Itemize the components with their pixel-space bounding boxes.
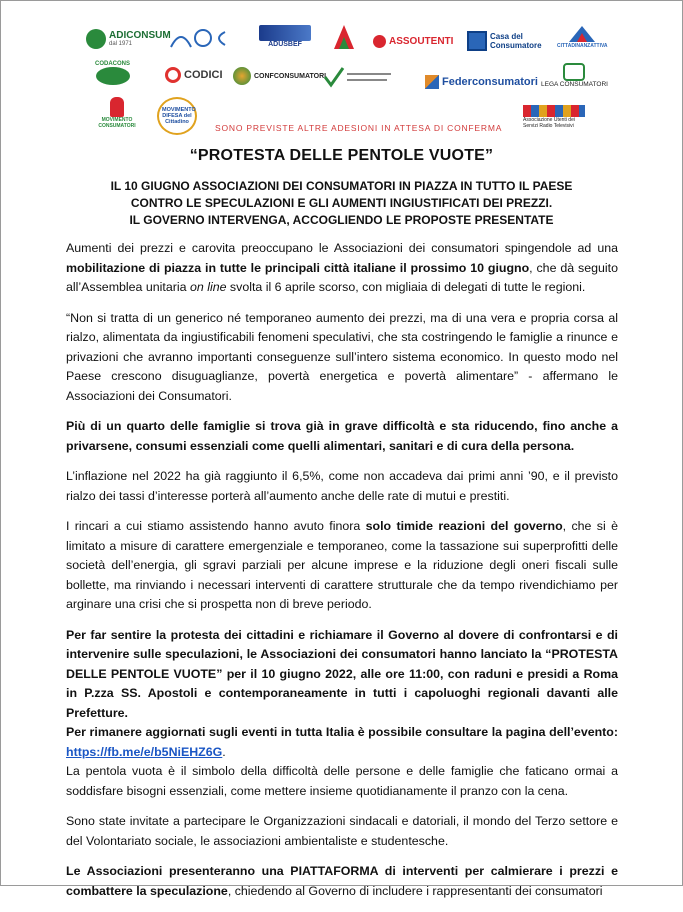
subheading-line-3: IL GOVERNO INTERVENGA, ACCOGLIENDO LE PROPOSTE PRESENTATE xyxy=(129,213,554,227)
paragraph-5: I rincari a cui stiamo assistendo hanno avuto finora solo timide reazioni del governo, che si è limitato a misure di carattere emergenziale e temporaneo, come la tassazione sui superprofitti delle società dell’energia, gli sgravi parziali per alcune imprese e la riduzione degli oneri fiscali sulle bollette, ma rinviando i necessari interventi di carattere strutturale che da tempo rivendichiamo per arginare una crisi che si prospetta non di breve periodo. xyxy=(66,519,618,611)
movimento-difesa-del-cittadino-logo: MOVIMENTO DIFESA del Cittadino xyxy=(157,97,197,135)
document-title: “PROTESTA DELLE PENTOLE VUOTE” xyxy=(189,147,494,164)
movimento-consumatori-logo: MOVIMENTO CONSUMATORI xyxy=(95,97,139,129)
subheading-line-1: IL 10 GIUGNO ASSOCIAZIONI DEI CONSUMATORI IN PIAZZA IN TUTTO IL PAESE xyxy=(110,179,573,193)
subheading xyxy=(1,178,682,229)
adoc-logo xyxy=(169,27,229,49)
paragraph-9: Sono state invitate a partecipare le Organizzazioni sindacali e datoriali, il mondo del Terzo settore e del Volontariato sociale, le associazioni ambientaliste e studentesche. xyxy=(66,814,618,848)
adiconsum-logo: ADICONSUM dal 1971 xyxy=(86,29,171,49)
centro-tutela-consumatori-logo xyxy=(323,65,393,91)
assoconsum-logo xyxy=(331,21,357,53)
utenti-servizi-radio-televisivi-logo: Associazione Utenti dei Servizi Radio Televisivi xyxy=(523,105,585,129)
lega-consumatori-logo: LEGA CONSUMATORI xyxy=(541,63,608,88)
codacons-logo: CODACONS xyxy=(95,61,130,85)
casa-del-consumatore-logo: Casa del Consumatore xyxy=(467,31,542,51)
logo-band xyxy=(1,1,682,141)
paragraph-7: Per rimanere aggiornati sugli eventi in tutta Italia è possibile consultare la pagina dell’evento: https://fb.me/e/b5NiEHZ6G. xyxy=(66,725,618,759)
paragraph-2: “Non si tratta di un generico né temporaneo aumento dei prezzi, ma di una vera e propria corsa al rialzo, alimentata da ingiustificabili fenomeni speculativi, che sta costringendo le famiglie a rinunce e privazioni che avranno importanti conseguenze sull’intero sistema economico. In questo modo nel Paese crescono disuguaglianze, povertà energetica e povertà alimentare” - affermano le Associazioni dei Consumatori. xyxy=(66,310,618,403)
federconsumatori-logo: Federconsumatori xyxy=(425,75,538,89)
adhesions-note: SONO PREVISTE ALTRE ADESIONI IN ATTESA DI CONFERMA xyxy=(215,123,503,133)
event-page-link[interactable]: https://fb.me/e/b5NiEHZ6G xyxy=(66,744,223,759)
subheading-line-2: CONTRO LE SPECULAZIONI E GLI AUMENTI INGIUSTIFICATI DEI PREZZI. xyxy=(130,196,553,210)
confconsumatori-logo: CONFCONSUMATORI xyxy=(233,67,326,85)
cittadinanzattiva-logo: CITTADINANZATTIVA xyxy=(557,25,608,49)
adusbef-logo: ADUSBEF xyxy=(259,25,311,48)
paragraph-10: Le Associazioni presenteranno una PIATTAFORMA di interventi per calmierare i prezzi e combattere la speculazione, chiedendo al Governo di includere i rappresentanti dei consumatori xyxy=(66,864,618,898)
paragraph-4: L’inflazione nel 2022 ha già raggiunto il 6,5%, come non accadeva dai primi anni ’90, e il previsto rialzo dei tassi d’interesse porterà all’aumento anche delle rate di mutui e prestiti. xyxy=(66,469,618,503)
paragraph-6: Per far sentire la protesta dei cittadini e richiamare il Governo al dovere di confrontarsi e di intervenire sulle speculazioni, le Associazioni dei consumatori hanno lanciato la “PROTESTA DELLE PENTOLE VUOTE” per il 10 giugno 2022, alle ore 11:00, con raduni e presidi a Roma in P.zza SS. Apostoli e contemporaneamente in tutti i capoluoghi regionali davanti alle Prefetture. xyxy=(66,627,618,720)
paragraph-3: Più di un quarto delle famiglie si trova già in grave difficoltà e sta riducendo, fino anche a privarsene, consumi essenziali come quelli alimentari, sanitari e di cura della persona. xyxy=(66,419,618,453)
body-text xyxy=(66,239,618,912)
codici-logo: CODICI xyxy=(165,67,223,83)
assoutenti-logo: ASSOUTENTI xyxy=(373,35,453,48)
paragraph-1: Aumenti dei prezzi e carovita preoccupano le Associazioni dei consumatori spingendole ad una mobilitazione di piazza in tutte le principali città italiane il prossimo 10 giugno, che dà seguito all’Assemblea unitaria on line svolta il 6 aprile scorso, con migliaia di delegati di tutte le regioni. xyxy=(66,241,618,294)
paragraph-8: La pentola vuota è il simbolo della difficoltà delle persone e delle famiglie che faticano ormai a soddisfare bisogni essenziali, come mettere insieme quotidianamente il pranzo con la cena. xyxy=(66,764,618,798)
